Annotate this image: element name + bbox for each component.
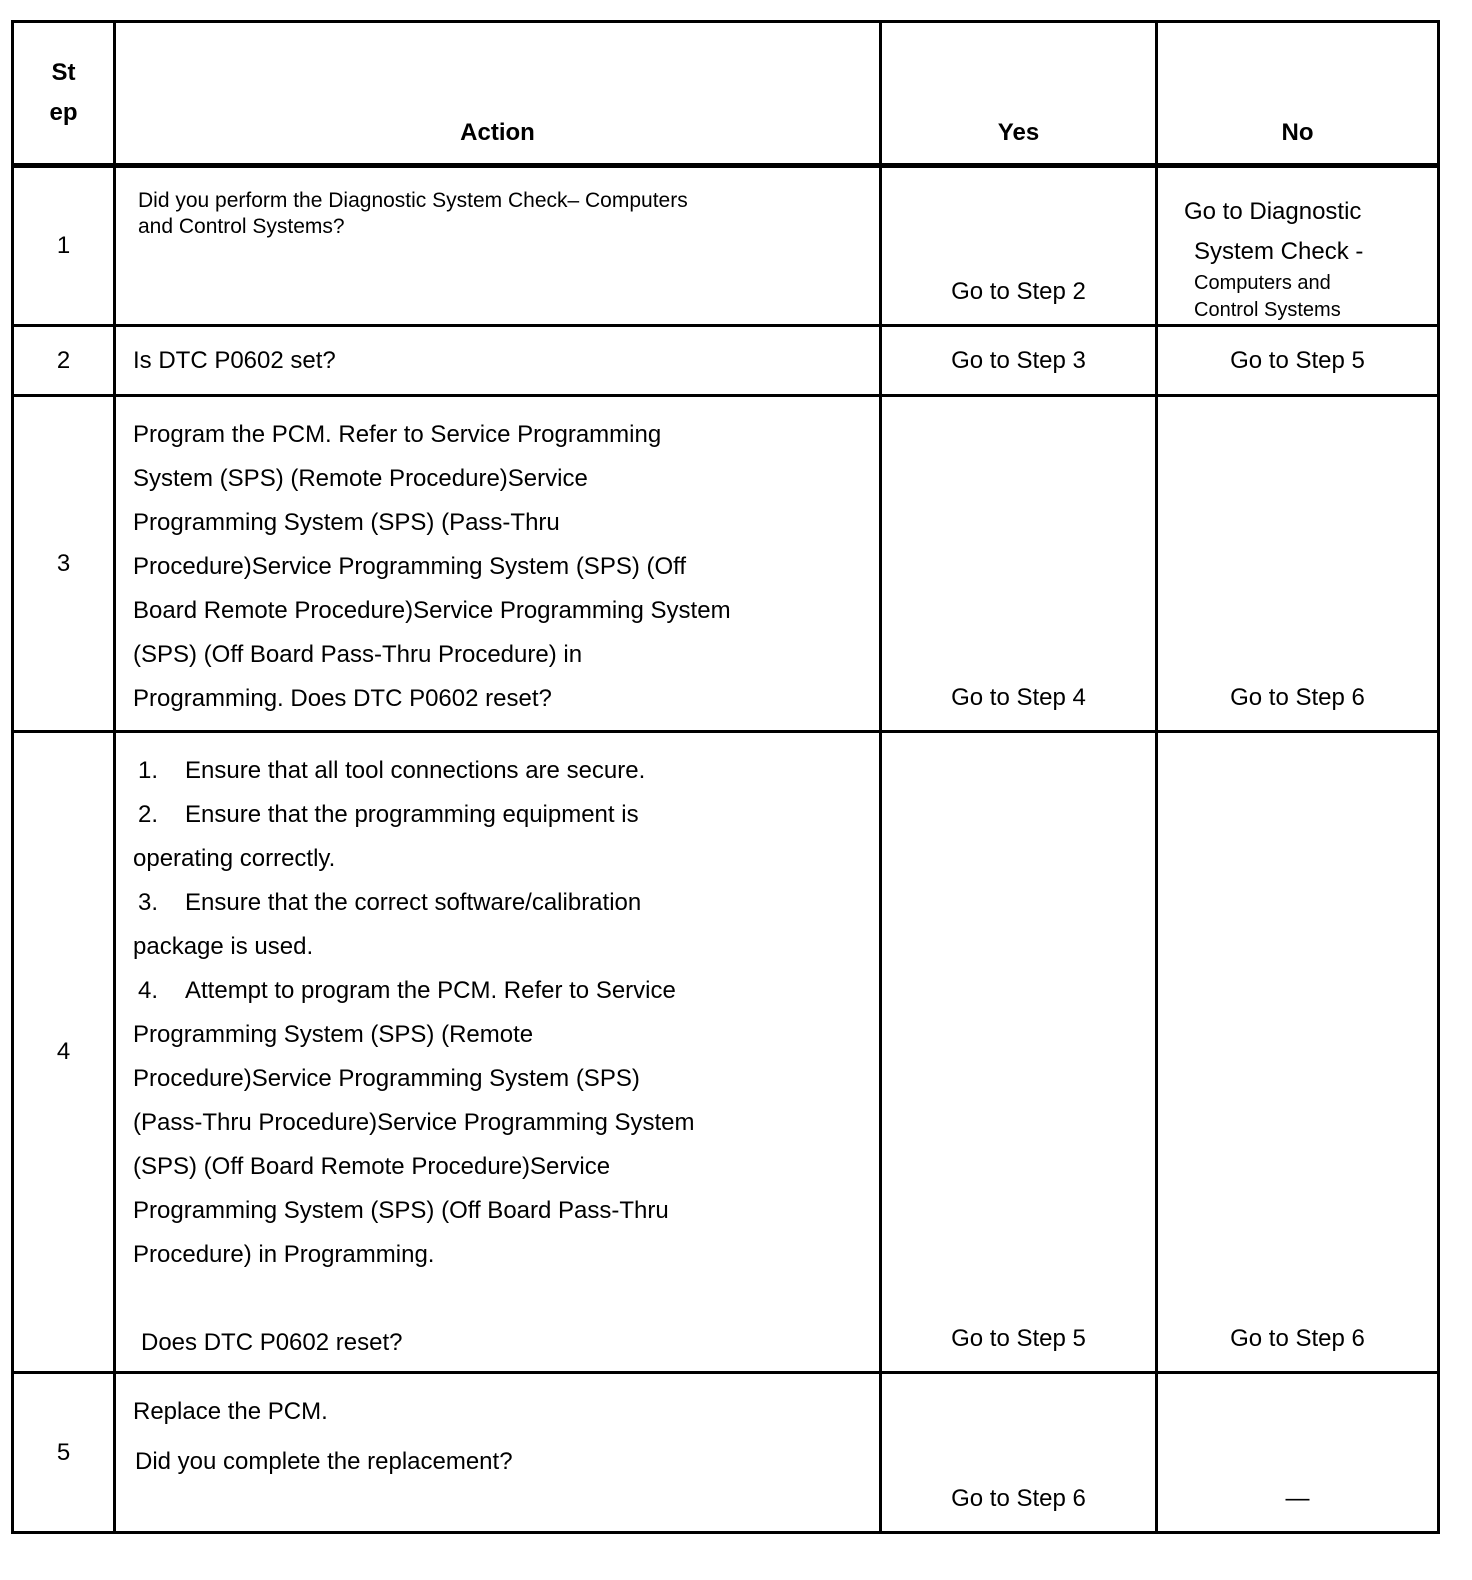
action-line: operating correctly. — [133, 845, 336, 872]
action-line: Attempt to program the PCM. Refer to Service — [185, 977, 676, 1004]
action-line: package is used. — [133, 933, 314, 960]
action-line: Ensure that the correct software/calibration — [185, 889, 642, 916]
action-line: Programming. Does DTC P0602 reset? — [133, 685, 552, 712]
action-question: Does DTC P0602 reset? — [141, 1329, 403, 1356]
action-line: Program the PCM. Refer to Service Programming — [133, 421, 662, 448]
yes-cell: Go to Step 5 — [881, 732, 1157, 1373]
action-line: (SPS) (Off Board Pass-Thru Procedure) in — [133, 641, 583, 668]
header-action: Action — [115, 22, 881, 166]
action-line: Programming System (SPS) (Pass-Thru — [133, 509, 560, 536]
action-line: System (SPS) (Remote Procedure)Service — [133, 465, 588, 492]
action-line: Is DTC P0602 set? — [133, 346, 336, 374]
table-header-row — [13, 22, 1439, 166]
yes-cell: Go to Step 3 — [881, 326, 1157, 396]
table-row — [13, 732, 1439, 1373]
list-item — [133, 969, 867, 1013]
action-line: Programming System (SPS) (Off Board Pass-Thru — [133, 1197, 669, 1224]
yes-cell: Go to Step 4 — [881, 396, 1157, 732]
header-step-line1: St — [51, 59, 76, 86]
step-number: 1 — [13, 166, 115, 326]
header-step — [13, 22, 115, 166]
action-line: Programming System (SPS) (Remote — [133, 1021, 534, 1048]
table-row — [13, 326, 1439, 396]
no-cell: Go to Step 5 — [1157, 326, 1439, 396]
yes-cell: Go to Step 6 — [881, 1373, 1157, 1533]
no-cell: Go to Step 6 — [1157, 396, 1439, 732]
spacer — [133, 1277, 867, 1321]
action-line: Procedure) in Programming. — [133, 1241, 435, 1268]
table-row — [13, 396, 1439, 732]
list-item — [133, 749, 867, 793]
step-number: 4 — [13, 732, 115, 1373]
step-number: 2 — [13, 326, 115, 396]
list-item — [133, 793, 867, 837]
action-line: Did you perform the Diagnostic System Check– Computers — [138, 189, 688, 212]
action-line: Did you complete the replacement? — [135, 1448, 513, 1475]
action-line: and Control Systems? — [138, 215, 345, 238]
action-line: Ensure that the programming equipment is — [185, 801, 639, 828]
list-number: 1. — [138, 757, 159, 784]
no-line: System Check - — [1194, 238, 1364, 265]
list-number: 3. — [138, 889, 159, 916]
action-cell — [115, 732, 881, 1373]
action-cell — [115, 166, 881, 326]
action-cell — [115, 396, 881, 732]
action-line: Replace the PCM. — [133, 1398, 328, 1425]
action-line: Ensure that all tool connections are secure. — [185, 757, 646, 784]
no-line: Control Systems — [1194, 299, 1341, 321]
no-cell — [1157, 166, 1439, 326]
action-line: Procedure)Service Programming System (SPS) (Off — [133, 553, 687, 580]
action-cell — [115, 1373, 881, 1533]
header-no: No — [1157, 22, 1439, 166]
yes-cell: Go to Step 2 — [881, 166, 1157, 326]
list-number: 4. — [138, 977, 159, 1004]
list-number: 2. — [138, 801, 159, 828]
action-line: (Pass-Thru Procedure)Service Programming System — [133, 1109, 695, 1136]
no-cell: Go to Step 6 — [1157, 732, 1439, 1373]
action-cell — [115, 326, 881, 396]
list-item — [133, 881, 867, 925]
action-line: (SPS) (Off Board Remote Procedure)Service — [133, 1153, 611, 1180]
no-cell: — — [1157, 1373, 1439, 1533]
no-line: Go to Diagnostic — [1184, 198, 1362, 225]
step-number: 3 — [13, 396, 115, 732]
header-yes: Yes — [881, 22, 1157, 166]
step-number: 5 — [13, 1373, 115, 1533]
action-line: Procedure)Service Programming System (SPS) — [133, 1065, 640, 1092]
diagnostic-steps-table — [11, 20, 1440, 1534]
header-step-line2: ep — [49, 99, 78, 126]
table-row — [13, 166, 1439, 326]
table-row — [13, 1373, 1439, 1533]
action-line: Board Remote Procedure)Service Programming System — [133, 597, 731, 624]
no-line: Computers and — [1194, 272, 1331, 294]
